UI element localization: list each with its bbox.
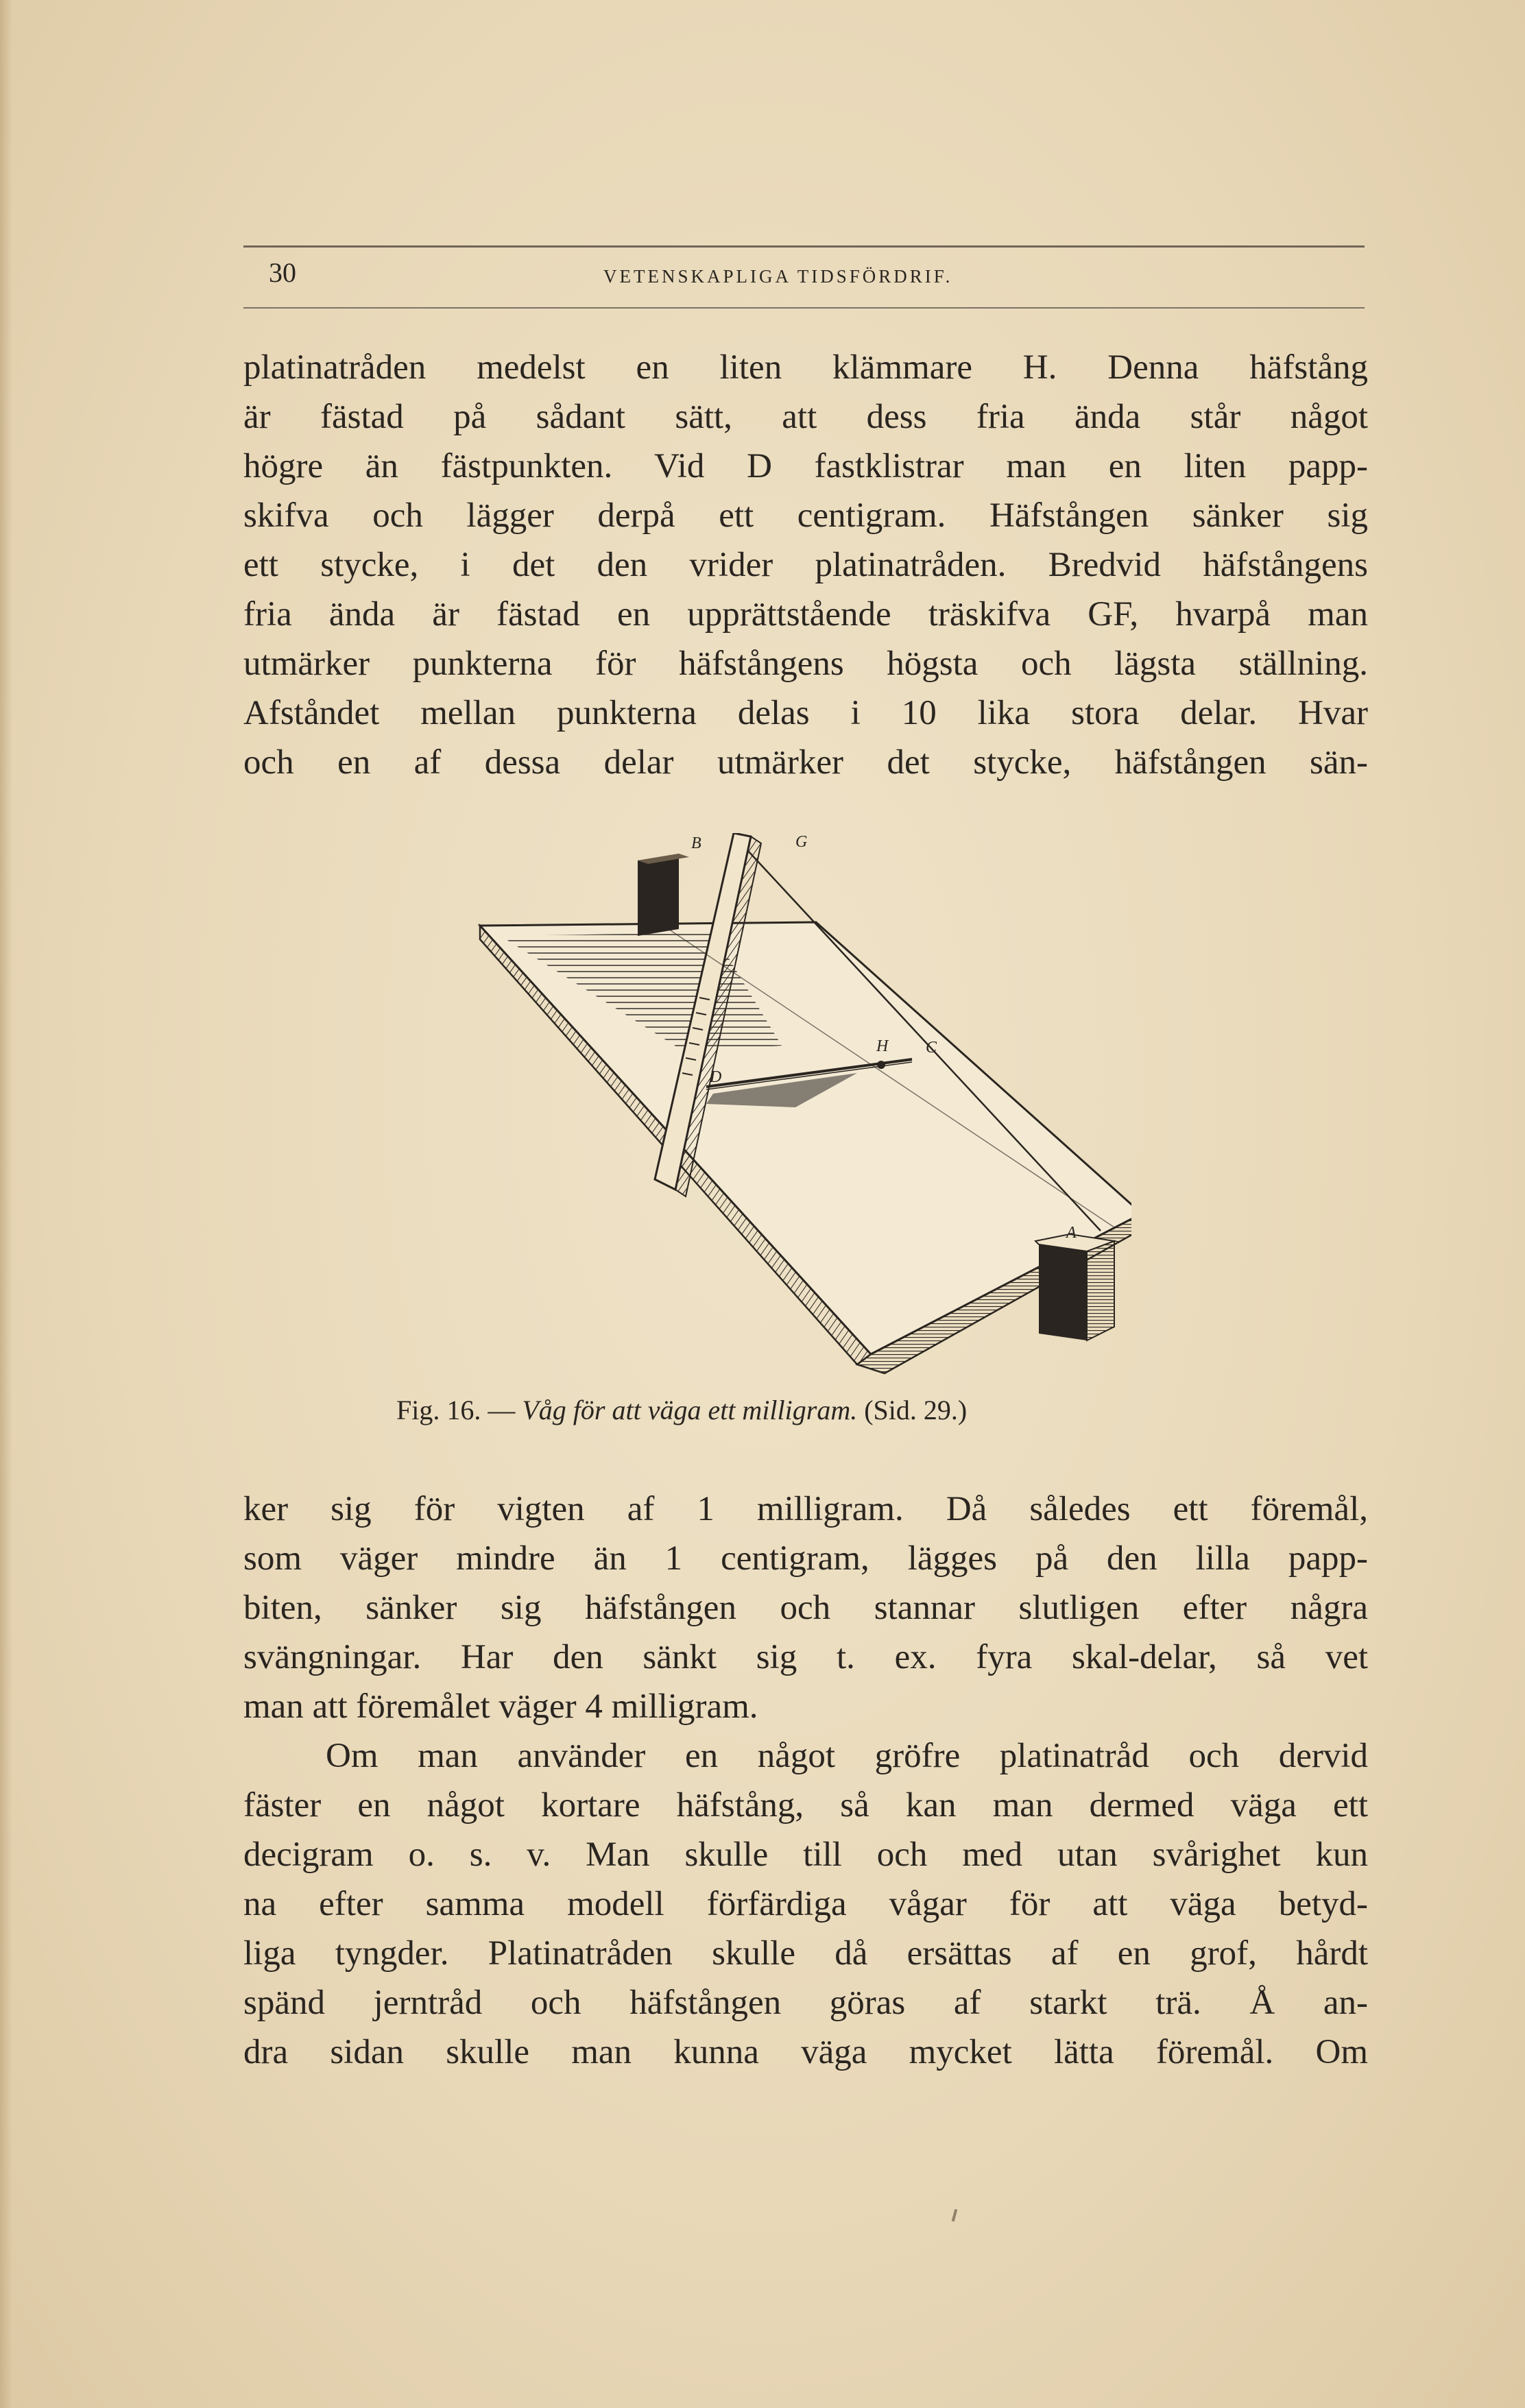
caption-ref: (Sid. 29.): [864, 1395, 968, 1425]
figure-scale-illustration: [473, 833, 1131, 1382]
text-line: svängningar. Har den sänkt sig t. ex. fyra skal-delar, så vet: [243, 1638, 1368, 1676]
body-text-top: [243, 343, 1368, 787]
block-a-side: [1087, 1241, 1114, 1340]
text-line: ker sig för vigten af 1 milligram. Då således ett föremål,: [243, 1490, 1368, 1528]
page-edge-shadow: [0, 0, 12, 2408]
label-h: H: [876, 1037, 889, 1055]
caption-prefix: Fig. 16. —: [396, 1395, 516, 1425]
label-d: D: [710, 1068, 722, 1086]
scale-engraving: [473, 833, 1131, 1382]
text-line: och en af dessa delar utmärker det stycke, häfstången sän-: [243, 743, 1368, 782]
header-rule-top: [243, 245, 1365, 248]
header-rule-bottom: [243, 307, 1365, 309]
text-line: utmärker punkterna för häfstångens högsta och lägsta ställning.: [243, 645, 1368, 683]
label-a: A: [1066, 1224, 1077, 1242]
text-line: liga tyngder. Platinatråden skulle då ersättas af en grof, hårdt: [243, 1934, 1368, 1973]
text-line: Afståndet mellan punkterna delas i 10 lika stora delar. Hvar: [243, 694, 1368, 732]
figure-caption: [396, 1397, 967, 1424]
text-line: skifva och lägger derpå ett centigram. Häfstången sänker sig: [243, 496, 1368, 535]
text-line: decigram o. s. v. Man skulle till och med utan svårighet kun: [243, 1835, 1368, 1874]
label-g: G: [795, 833, 808, 851]
text-line: spänd jerntråd och häfstången göras af starkt trä. Å an-: [243, 1984, 1368, 2022]
text-line: man att föremålet väger 4 milligram.: [243, 1687, 758, 1726]
text-line: högre än fästpunkten. Vid D fastklistrar man en liten papp-: [243, 447, 1368, 485]
text-line: fria ända är fästad en upprättstående träskifva GF, hvarpå man: [243, 595, 1368, 634]
text-line: som väger mindre än 1 centigram, lägges på den lilla papp-: [243, 1539, 1368, 1578]
text-line: na efter samma modell förfärdiga vågar för att väga betyd-: [243, 1885, 1368, 1923]
page-number: 30: [269, 257, 296, 288]
label-c: C: [926, 1039, 937, 1057]
text-line: dra sidan skulle man kunna väga mycket lätta föremål. Om: [243, 2033, 1368, 2071]
text-line: ett stycke, i det den vrider platinatråden. Bredvid häfstångens: [243, 546, 1368, 584]
text-line: biten, sänker sig häfstången och stannar slutligen efter några: [243, 1589, 1368, 1627]
text-line: Om man använder en något gröfre platinatråd och dervid: [326, 1737, 1368, 1775]
body-text-bottom: [243, 1484, 1368, 2077]
running-title: VETENSKAPLIGA TIDSFÖRDRIF.: [603, 266, 953, 287]
text-line: platinatråden medelst en liten klämmare H. Denna häfstång: [243, 348, 1368, 387]
caption-title: Våg för att väga ett milligram.: [522, 1395, 858, 1425]
text-line: fäster en något kortare häfstång, så kan man dermed väga ett: [243, 1786, 1368, 1825]
block-a: [1039, 1244, 1087, 1340]
block-b: [638, 854, 679, 936]
label-b: B: [691, 834, 701, 852]
clamp-h: [877, 1061, 885, 1069]
stray-ink-mark: [952, 2209, 958, 2222]
text-line: är fästad på sådant sätt, att dess fria ända står något: [243, 398, 1368, 436]
